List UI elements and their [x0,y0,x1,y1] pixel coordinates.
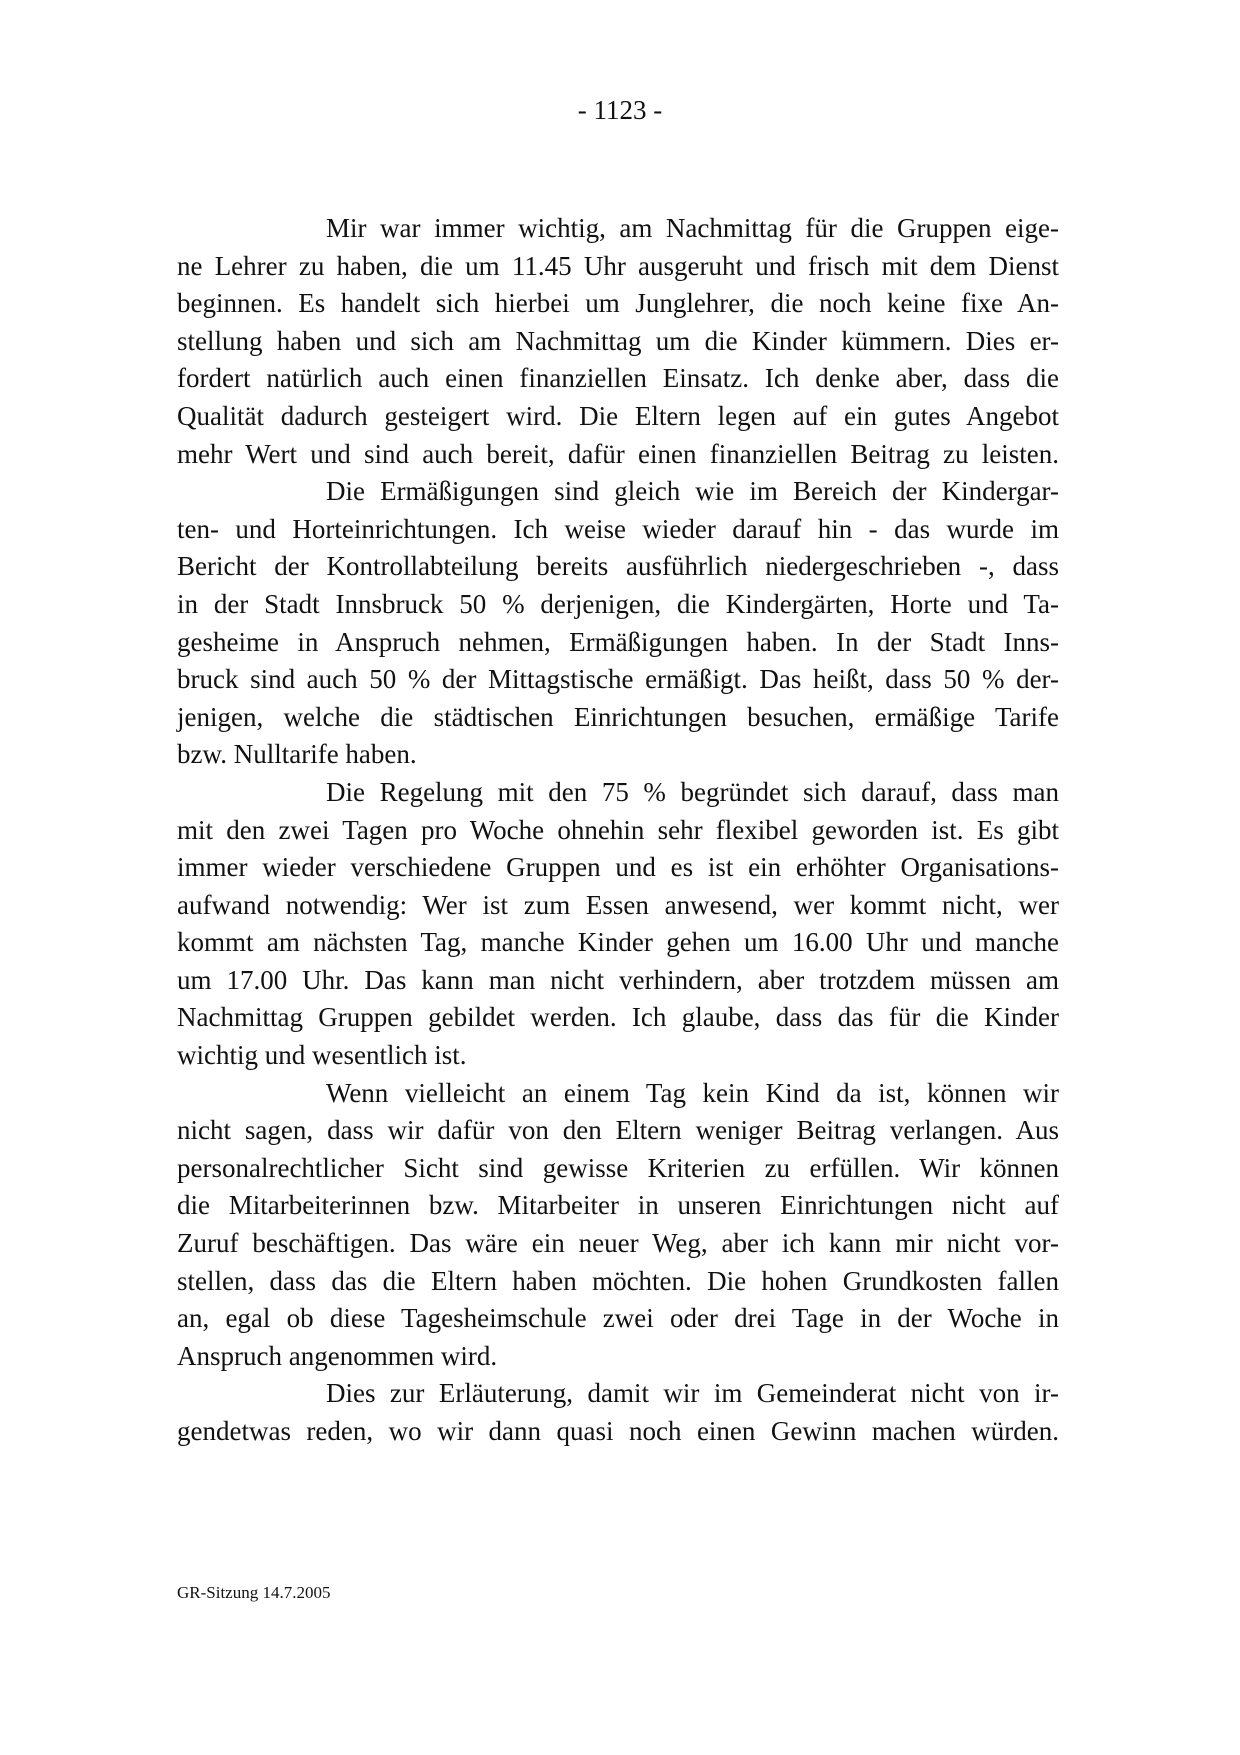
paragraph [177,473,1059,774]
paragraph-line: immer wieder verschiedene Gruppen und es ist ein erhöhter Organisations- [177,852,1059,883]
paragraph-line: nicht sagen, dass wir dafür von den Eltern weniger Beitrag verlangen. Aus [177,1115,1059,1146]
paragraph-line: gendetwas reden, wo wir dann quasi noch einen Gewinn machen würden. [177,1416,1059,1446]
paragraph-line: Wenn vielleicht an einem Tag kein Kind da ist, können wir [326,1077,1059,1108]
paragraph-line: mit den zwei Tagen pro Woche ohnehin sehr flexibel geworden ist. Es gibt [177,814,1059,845]
paragraph-line: in der Stadt Innsbruck 50 % derjenigen, die Kindergärten, Horte und Ta- [177,588,1059,619]
paragraph-line: beginnen. Es handelt sich hierbei um Junglehrer, die noch keine fixe An- [177,288,1059,319]
paragraph-line: Mir war immer wichtig, am Nachmittag für die Gruppen eige- [326,213,1059,243]
paragraph-line: Anspruch angenommen wird. [177,1340,498,1371]
paragraph-line: um 17.00 Uhr. Das kann man nicht verhindern, aber trotzdem müssen am [177,964,1059,995]
paragraph-line: an, egal ob diese Tagesheimschule zwei oder drei Tage in der Woche in [177,1303,1059,1334]
paragraph-line: bzw. Nulltarife haben. [177,739,417,770]
paragraph-line: Die Ermäßigungen sind gleich wie im Bereich der Kindergar- [326,476,1059,507]
paragraph [177,210,1059,473]
paragraph-line: Dies zur Erläuterung, damit wir im Gemeinderat nicht von ir- [326,1378,1059,1409]
body-text [177,210,1059,1451]
page-number: - 1123 - [577,95,663,125]
paragraph-line: kommt am nächsten Tag, manche Kinder gehen um 16.00 Uhr und manche [177,927,1059,958]
paragraph-line: Nachmittag Gruppen gebildet werden. Ich glaube, dass das für die Kinder [177,1002,1059,1033]
paragraph-line: Zuruf beschäftigen. Das wäre ein neuer Weg, aber ich kann mir nicht vor- [177,1228,1059,1259]
paragraph-line: Qualität dadurch gesteigert wird. Die Eltern legen auf ein gutes Angebot [177,400,1059,431]
paragraph-line: wichtig und wesentlich ist. [177,1040,467,1071]
paragraph-line: personalrechtlicher Sicht sind gewisse Kriterien zu erfüllen. Wir können [177,1152,1059,1183]
paragraph-line: stellen, dass das die Eltern haben möchten. Die hohen Grundkosten fallen [177,1265,1059,1296]
paragraph-line: mehr Wert und sind auch bereit, dafür einen finanziellen Beitrag zu leisten. [177,438,1059,469]
paragraph-line: fordert natürlich auch einen finanziellen Einsatz. Ich denke aber, dass die [177,363,1059,394]
paragraph [177,1375,1059,1450]
paragraph-line: Bericht der Kontrollabteilung bereits ausführlich niedergeschrieben -, dass [177,551,1059,582]
page-footer: GR-Sitzung 14.7.2005 [177,1583,331,1602]
paragraph-line: ten- und Horteinrichtungen. Ich weise wieder darauf hin - das wurde im [177,513,1059,544]
paragraph-line: bruck sind auch 50 % der Mittagstische ermäßigt. Das heißt, dass 50 % der- [177,664,1059,695]
paragraph-line: aufwand notwendig: Wer ist zum Essen anwesend, wer kommt nicht, wer [177,889,1059,920]
paragraph-line: Die Regelung mit den 75 % begründet sich darauf, dass man [326,776,1059,807]
paragraph [177,1075,1059,1376]
paragraph-line: ne Lehrer zu haben, die um 11.45 Uhr ausgeruht und frisch mit dem Dienst [177,250,1059,281]
paragraph-line: gesheime in Anspruch nehmen, Ermäßigungen haben. In der Stadt Inns- [177,626,1059,657]
paragraph [177,774,1059,1075]
paragraph-line: jenigen, welche die städtischen Einrichtungen besuchen, ermäßige Tarife [177,701,1059,732]
paragraph-line: die Mitarbeiterinnen bzw. Mitarbeiter in unseren Einrichtungen nicht auf [177,1190,1059,1221]
paragraph-line: stellung haben und sich am Nachmittag um die Kinder kümmern. Dies er- [177,325,1059,356]
